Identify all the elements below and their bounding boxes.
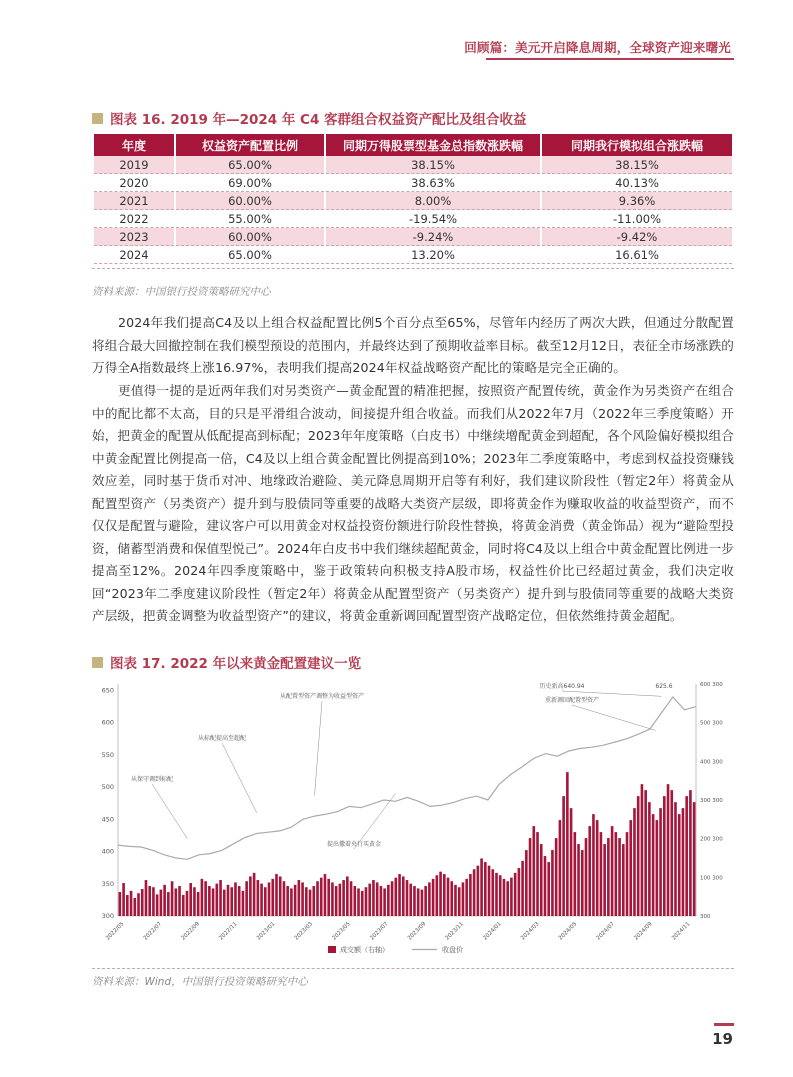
table-cell: 38.15% bbox=[326, 156, 540, 174]
volume-bar bbox=[122, 883, 125, 916]
volume-bar bbox=[305, 887, 308, 916]
volume-bar bbox=[652, 814, 655, 916]
volume-bar bbox=[137, 893, 140, 916]
volume-bar bbox=[663, 796, 666, 916]
volume-bar bbox=[324, 874, 327, 916]
volume-bar bbox=[294, 885, 297, 916]
volume-bar bbox=[406, 880, 409, 916]
volume-bar bbox=[178, 886, 181, 916]
volume-bar bbox=[693, 802, 696, 916]
volume-bar bbox=[339, 884, 342, 916]
annotation-label: 从标配提高至超配 bbox=[197, 735, 247, 742]
annotation-label: 重新调回配置型资产 bbox=[544, 697, 600, 704]
volume-bar bbox=[275, 874, 278, 916]
table-row bbox=[94, 246, 732, 264]
volume-bar bbox=[484, 862, 487, 916]
x-tick: 2024/09 bbox=[633, 921, 654, 942]
table-cell: 2023 bbox=[94, 228, 174, 246]
volume-bar bbox=[346, 876, 349, 916]
volume-bar bbox=[119, 892, 122, 916]
volume-bar bbox=[249, 876, 252, 916]
volume-bar bbox=[510, 878, 513, 916]
figure-16-title-text: 图表 16. 2019 年—2024 年 C4 客群组合权益资产配比及组合收益 bbox=[110, 112, 527, 128]
volume-bar bbox=[290, 888, 293, 916]
volume-bar bbox=[421, 890, 424, 916]
y-tick-right: 300 300 bbox=[700, 798, 723, 804]
volume-bar bbox=[327, 879, 330, 916]
table-cell: -11.00% bbox=[542, 210, 732, 228]
volume-bar bbox=[536, 832, 539, 916]
y-tick-left: 500 bbox=[101, 783, 114, 792]
volume-bar bbox=[230, 887, 233, 916]
volume-bar bbox=[353, 886, 356, 916]
volume-bar bbox=[402, 876, 405, 916]
volume-bar bbox=[585, 838, 588, 916]
y-tick-right: 600 300 bbox=[700, 682, 723, 688]
volume-bar bbox=[559, 820, 562, 916]
volume-bar bbox=[626, 832, 629, 916]
x-tick: 2023/01 bbox=[255, 921, 277, 942]
volume-bar bbox=[506, 881, 509, 916]
table-cell: 60.00% bbox=[176, 192, 324, 210]
annotation-label: 历史新高640.94 bbox=[539, 683, 585, 690]
x-tick: 2022/11 bbox=[218, 921, 239, 942]
volume-bar bbox=[133, 898, 136, 916]
page-number-rule bbox=[714, 1023, 734, 1026]
volume-bar bbox=[391, 881, 394, 916]
x-tick: 2024/05 bbox=[557, 921, 579, 942]
volume-bar bbox=[436, 875, 439, 916]
table-row bbox=[94, 228, 732, 246]
volume-bar bbox=[428, 882, 431, 916]
volume-bar bbox=[633, 808, 636, 916]
table-cell: 38.63% bbox=[326, 174, 540, 192]
volume-bar bbox=[424, 886, 427, 916]
table-cell: 40.13% bbox=[542, 174, 732, 192]
volume-bar bbox=[387, 885, 390, 916]
volume-bar bbox=[689, 790, 692, 916]
volume-bar bbox=[264, 887, 267, 916]
x-tick: 2024/07 bbox=[595, 921, 616, 942]
volume-bar bbox=[365, 887, 368, 916]
table-cell: 8.00% bbox=[326, 192, 540, 210]
volume-bar bbox=[253, 873, 256, 916]
x-tick: 2022/05 bbox=[105, 921, 126, 942]
paragraph-2: 更值得一提的是近两年我们对另类资产—黄金配置的精准把握，按照资产配置传统，黄金作为另类资产在组合中的配比都不太高，目的只是平滑组合波动，间接提升组合收益。而我们从2022年7月（2022年三季度策略）开始，把黄金的配置从低配提高到标配；2023年年度策略（白皮书）中继续增配黄金到超配，各个风险偏好模拟组合中黄金配置比例提高一倍，C4及以上组合黄金配置比例提高到10%；2023年二季度策略中，考虑到权益投资赚钱效应差，同时基于货币对冲、地缘政治避险、美元降息周期开启等有利好，我们建议阶段性（暂定2年）将黄金从配置型资产（另类资产）提升到与股债同等重要的战略大类资产层级，即将黄金作为赚取收益的收益型资产，而不仅仅是配置与避险，建议客户可以用黄金对权益投资份额进行阶段性替换，将黄金消费（黄金饰品）视为“避险型投资，储蓄型消费和保值型悦己”。2024年白皮书中我们继续超配黄金，同时将C4及以上组合中黄金配置比例进一步提高至12%。2024年四季度策略中，鉴于政策转向积极支持A股市场，权益性价比已经超过黄金，我们决定收回“2023年二季度建议阶段性（暂定2年）将黄金从配置型资产（另类资产）提升到与股债同等重要的战略大类资产层级，把黄金调整为收益型资产”的建议，将黄金重新调回配置型资产战略定位，但依然维持黄金超配。 bbox=[92, 383, 734, 623]
volume-bar bbox=[331, 882, 334, 916]
x-tick: 2023/05 bbox=[331, 921, 352, 942]
table-row bbox=[94, 156, 732, 174]
volume-bar bbox=[316, 881, 319, 916]
x-tick: 2023/09 bbox=[406, 921, 428, 942]
volume-bar bbox=[551, 850, 554, 916]
table-header-wind-index: 同期万得股票型基金总指数涨跌幅 bbox=[326, 134, 540, 156]
table-cell: 2020 bbox=[94, 174, 174, 192]
annotation-leader bbox=[222, 743, 257, 813]
volume-bar bbox=[152, 887, 155, 916]
volume-bar bbox=[212, 888, 215, 916]
volume-bar bbox=[682, 808, 685, 916]
volume-bar bbox=[674, 802, 677, 916]
allocation-table bbox=[92, 134, 734, 264]
volume-bar bbox=[443, 874, 446, 916]
volume-bar bbox=[488, 866, 491, 916]
volume-bar bbox=[622, 844, 625, 916]
table-cell: 16.61% bbox=[542, 246, 732, 264]
page-number: 19 bbox=[712, 1030, 733, 1048]
volume-bar bbox=[581, 850, 584, 916]
y-tick-left: 550 bbox=[101, 750, 114, 759]
volume-bar bbox=[618, 838, 621, 916]
square-bullet-icon bbox=[92, 657, 103, 668]
volume-bar bbox=[182, 895, 185, 916]
x-tick: 2024/11 bbox=[671, 921, 692, 942]
volume-bar bbox=[279, 876, 282, 916]
annotation-leader bbox=[572, 705, 656, 730]
table-cell: 2019 bbox=[94, 156, 174, 174]
volume-bar bbox=[514, 873, 517, 916]
volume-bar bbox=[641, 784, 644, 916]
volume-bar bbox=[171, 881, 174, 916]
table-bottom-rule bbox=[92, 268, 734, 269]
x-tick: 2022/07 bbox=[142, 921, 164, 942]
volume-bar bbox=[201, 879, 204, 916]
volume-bar bbox=[383, 888, 386, 916]
volume-bar bbox=[174, 888, 177, 916]
paragraph-1: 2024年我们提高C4及以上组合权益配置比例5个百分点至65%，尽管年内经历了两次大跌，但通过分散配置将组合最大回撤控制在我们模型预设的范围内，并最终达到了预期收益率目标。截至12月12日，表征全市场涨跌的万得全A指数最终上涨16.97%，表明我们提高2024年权益战略资产配比的策略是完全正确的。 bbox=[92, 315, 734, 375]
volume-bar bbox=[562, 796, 565, 916]
volume-bar bbox=[227, 885, 230, 916]
volume-bar bbox=[361, 891, 364, 916]
volume-bar bbox=[156, 894, 159, 916]
volume-bar bbox=[525, 850, 528, 916]
volume-bar bbox=[298, 880, 301, 916]
close-price-line bbox=[118, 697, 696, 859]
table-cell: 65.00% bbox=[176, 246, 324, 264]
volume-bar bbox=[216, 884, 219, 916]
volume-bar bbox=[600, 832, 603, 916]
volume-bar bbox=[432, 879, 435, 916]
x-tick: 2023/03 bbox=[293, 921, 315, 942]
table-cell: 9.36% bbox=[542, 192, 732, 210]
table-cell: -9.42% bbox=[542, 228, 732, 246]
annotation-leader bbox=[562, 691, 661, 696]
figure-16-source: 资料来源：中国银行投资策略研究中心 bbox=[92, 286, 271, 298]
volume-bar bbox=[193, 887, 196, 916]
volume-bar bbox=[592, 814, 595, 916]
figure-17-title-text: 图表 17. 2022 年以来黄金配置建议一览 bbox=[110, 656, 362, 672]
annotation-label: 625.6 bbox=[655, 683, 673, 690]
table-header-equity-ratio: 权益资产配置比例 bbox=[176, 134, 324, 156]
volume-bar bbox=[126, 895, 129, 916]
volume-bar bbox=[141, 889, 144, 916]
volume-bar bbox=[521, 861, 524, 916]
x-tick: 2024/01 bbox=[482, 921, 503, 942]
y-tick-left: 650 bbox=[101, 686, 114, 695]
volume-bar bbox=[409, 884, 412, 916]
volume-bar bbox=[204, 881, 207, 916]
volume-bar bbox=[555, 838, 558, 916]
volume-bar bbox=[223, 890, 226, 916]
square-bullet-icon bbox=[92, 113, 103, 124]
volume-bar bbox=[611, 826, 614, 916]
volume-bar bbox=[644, 790, 647, 916]
volume-bar bbox=[186, 891, 189, 916]
volume-bar bbox=[219, 880, 222, 916]
legend-line-label: 收盘价 bbox=[442, 946, 463, 954]
volume-bar bbox=[130, 891, 133, 916]
volume-bar bbox=[242, 891, 245, 916]
volume-bar bbox=[544, 856, 547, 916]
volume-bar bbox=[454, 885, 457, 916]
table-cell: 38.15% bbox=[542, 156, 732, 174]
volume-bar bbox=[629, 820, 632, 916]
volume-bar bbox=[499, 875, 502, 916]
table-cell: 2022 bbox=[94, 210, 174, 228]
volume-bar bbox=[413, 886, 416, 916]
volume-bar bbox=[656, 820, 659, 916]
volume-bar bbox=[234, 882, 237, 916]
annotation-label: 从保守调到标配 bbox=[130, 776, 174, 783]
volume-bar bbox=[659, 808, 662, 916]
volume-bar bbox=[395, 878, 398, 916]
volume-bar bbox=[286, 886, 289, 916]
table-row bbox=[94, 192, 732, 210]
volume-bar bbox=[417, 888, 420, 916]
gold-chart-svg bbox=[92, 676, 734, 966]
table-row bbox=[94, 210, 732, 228]
y-tick-left: 450 bbox=[101, 815, 114, 824]
x-tick: 2023/07 bbox=[369, 921, 390, 942]
volume-bar bbox=[503, 879, 506, 916]
volume-bar bbox=[477, 866, 480, 916]
table-row bbox=[94, 174, 732, 192]
volume-bar bbox=[685, 796, 688, 916]
volume-bar bbox=[678, 814, 681, 916]
table-cell: 60.00% bbox=[176, 228, 324, 246]
volume-bar bbox=[570, 808, 573, 916]
table-cell: 13.20% bbox=[326, 246, 540, 264]
chart-bottom-rule bbox=[92, 968, 734, 969]
volume-bar bbox=[491, 869, 494, 916]
volume-bar bbox=[495, 873, 498, 916]
volume-bar bbox=[320, 878, 323, 916]
x-tick: 2022/09 bbox=[180, 921, 201, 942]
volume-bar bbox=[372, 880, 375, 916]
volume-bar bbox=[518, 868, 521, 916]
table-header-year: 年度 bbox=[94, 134, 174, 156]
annotation-leader bbox=[152, 784, 187, 839]
y-tick-right: 500 300 bbox=[700, 720, 723, 727]
volume-bar bbox=[380, 886, 383, 916]
volume-bar bbox=[350, 881, 353, 916]
volume-bar bbox=[342, 880, 345, 916]
y-tick-right: 400 300 bbox=[700, 759, 723, 766]
volume-bar bbox=[637, 796, 640, 916]
volume-bar bbox=[577, 844, 580, 916]
volume-bar bbox=[335, 886, 338, 916]
volume-bar bbox=[480, 858, 483, 916]
volume-bar bbox=[197, 892, 200, 916]
running-header: 回顾篇：美元开启降息周期，全球资产迎来曙光 bbox=[464, 40, 731, 55]
legend-volume-swatch bbox=[328, 946, 336, 953]
table-cell: -19.54% bbox=[326, 210, 540, 228]
table-header-model-portfolio: 同期我行模拟组合涨跌幅 bbox=[542, 134, 732, 156]
annotation-leader bbox=[315, 701, 322, 795]
volume-bar bbox=[148, 886, 151, 916]
table-cell: 2024 bbox=[94, 246, 174, 264]
volume-bar bbox=[208, 886, 211, 916]
x-tick: 2023/11 bbox=[444, 921, 466, 942]
volume-bar bbox=[574, 832, 577, 916]
y-tick-right: 100 300 bbox=[700, 875, 723, 882]
volume-bar bbox=[566, 772, 569, 916]
volume-bar bbox=[462, 882, 465, 916]
volume-bar bbox=[540, 844, 543, 916]
gold-chart bbox=[92, 676, 734, 966]
volume-bar bbox=[603, 844, 606, 916]
y-tick-right: 300 bbox=[700, 914, 711, 920]
volume-bar bbox=[368, 884, 371, 916]
volume-bar bbox=[547, 862, 550, 916]
volume-bar bbox=[268, 882, 271, 916]
volume-bar bbox=[376, 882, 379, 916]
header-rule bbox=[486, 58, 734, 60]
x-tick: 2024/03 bbox=[520, 921, 541, 942]
volume-bar bbox=[163, 885, 166, 916]
volume-bar bbox=[145, 880, 148, 916]
legend-volume-label: 成交额（右轴） bbox=[340, 946, 389, 954]
volume-bar bbox=[312, 886, 315, 916]
annotation-label: 提出撒着央行买黄金 bbox=[326, 841, 382, 848]
volume-bar bbox=[450, 881, 453, 916]
volume-bar bbox=[167, 892, 170, 916]
volume-bar bbox=[309, 890, 312, 916]
volume-bar bbox=[465, 879, 468, 916]
volume-bar bbox=[458, 887, 461, 916]
table-cell: 65.00% bbox=[176, 156, 324, 174]
volume-bar bbox=[245, 881, 248, 916]
y-tick-left: 350 bbox=[101, 879, 114, 888]
figure-16-title bbox=[92, 108, 527, 128]
volume-bar bbox=[357, 888, 360, 916]
volume-bar bbox=[283, 881, 286, 916]
volume-bar bbox=[588, 826, 591, 916]
volume-bar bbox=[667, 784, 670, 916]
volume-bar bbox=[473, 869, 476, 916]
table-cell: 69.00% bbox=[176, 174, 324, 192]
volume-bar bbox=[439, 872, 442, 916]
table-header-row bbox=[94, 134, 732, 156]
volume-bar bbox=[301, 882, 304, 916]
volume-bar bbox=[670, 790, 673, 916]
volume-bar bbox=[529, 838, 532, 916]
volume-bar bbox=[532, 826, 535, 916]
table-cell: 2021 bbox=[94, 192, 174, 210]
volume-bar bbox=[260, 884, 263, 916]
volume-bar bbox=[271, 879, 274, 916]
figure-17-title bbox=[92, 652, 361, 672]
volume-bar bbox=[648, 802, 651, 916]
volume-bar bbox=[160, 890, 163, 916]
figure-17-source: 资料来源：Wind，中国银行投资策略研究中心 bbox=[92, 976, 308, 988]
volume-bar bbox=[607, 838, 610, 916]
volume-bar bbox=[189, 883, 192, 916]
volume-bar bbox=[469, 874, 472, 916]
table-cell: -9.24% bbox=[326, 228, 540, 246]
y-tick-left: 300 bbox=[101, 912, 114, 920]
volume-bar bbox=[615, 832, 618, 916]
volume-bar bbox=[238, 886, 241, 916]
y-tick-left: 400 bbox=[101, 847, 114, 856]
annotation-label: 从配置型资产调整为收益型资产 bbox=[279, 693, 365, 700]
y-tick-right: 200 300 bbox=[700, 836, 723, 843]
y-tick-left: 600 bbox=[101, 718, 114, 727]
volume-bar bbox=[398, 874, 401, 916]
volume-bar bbox=[257, 880, 260, 916]
volume-bar bbox=[447, 878, 450, 916]
table-cell: 55.00% bbox=[176, 210, 324, 228]
volume-bar bbox=[596, 820, 599, 916]
